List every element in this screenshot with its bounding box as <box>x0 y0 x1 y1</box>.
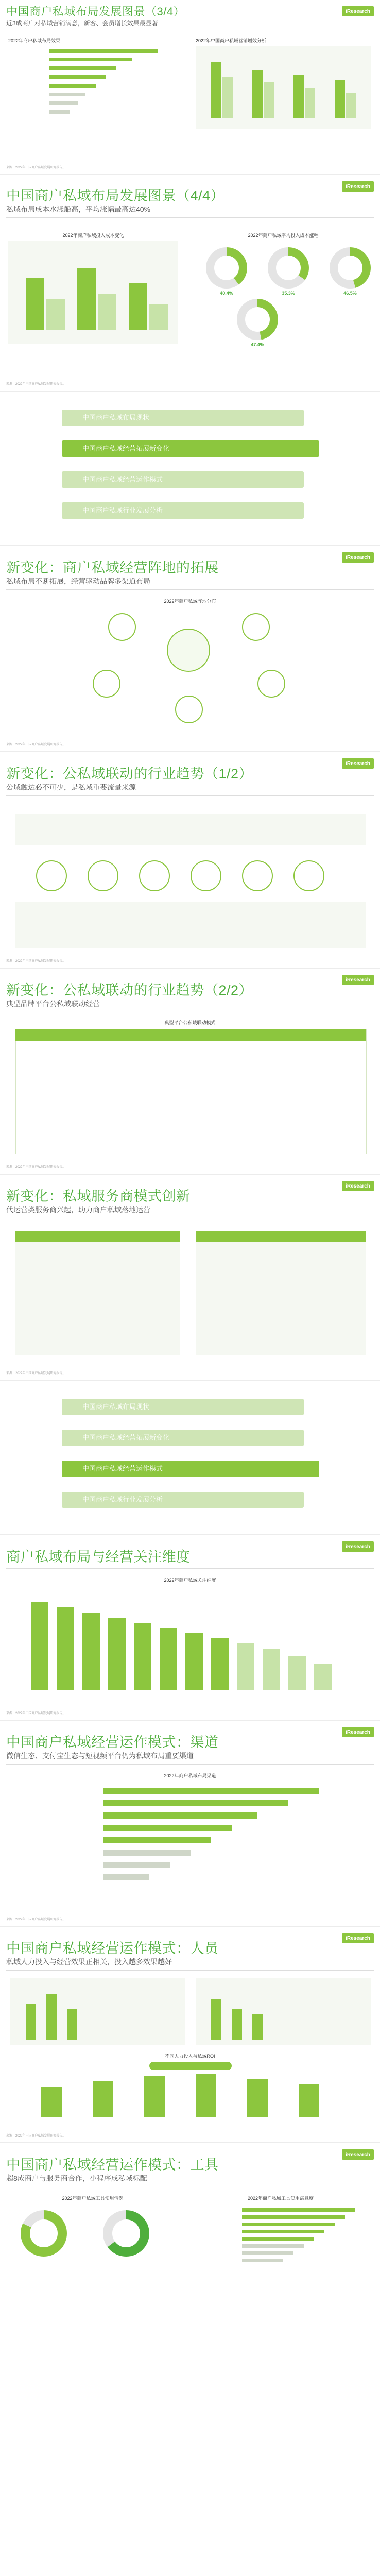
toc-item[interactable] <box>62 1461 319 1477</box>
brand-logo: iResearch <box>342 1727 374 1737</box>
flow-panel <box>15 814 366 845</box>
top-left-panel <box>10 1978 185 2045</box>
bar <box>49 75 106 79</box>
toc-item-label: 中国商户私域经营运作模式 <box>82 1465 163 1472</box>
bar <box>247 2079 268 2117</box>
bar <box>103 1788 319 1794</box>
chart-caption-left: 2022年商户私域工具使用情况 <box>62 2196 124 2201</box>
slide-private-domain-expansion <box>0 546 380 752</box>
slide-subtitle: 典型品牌平台公私域联动经营 <box>6 999 100 1008</box>
bar <box>242 2230 324 2233</box>
bar <box>31 1602 48 1690</box>
donut-chart <box>268 247 309 289</box>
channel-icon <box>88 860 118 891</box>
footnote: 来源：2022年中国商户私域发展研究报告。 <box>6 1712 66 1715</box>
divider <box>6 217 374 218</box>
bar <box>149 304 168 330</box>
node <box>175 696 203 723</box>
channel-icon <box>139 860 170 891</box>
slide-title: 中国商户私域经营运作模式：工具 <box>6 2157 219 2173</box>
bar <box>49 49 158 53</box>
slide-subtitle: 私域布局成本水涨船高，平均涨幅最高达40% <box>6 205 151 213</box>
toc-item[interactable] <box>62 440 319 457</box>
divider <box>6 1970 374 1971</box>
bar <box>46 299 65 330</box>
panel-header <box>196 1231 366 1242</box>
chart-caption: 典型平台公私域联动模式 <box>164 1020 216 1025</box>
node <box>93 670 120 698</box>
donut-chart <box>330 247 371 289</box>
bar <box>211 62 221 118</box>
bar <box>108 1618 126 1690</box>
toc-item[interactable] <box>62 1430 304 1446</box>
slide-table-of-contents <box>0 392 380 546</box>
toc-item[interactable] <box>62 1399 304 1415</box>
toc-item-label: 中国商户私域经营运作模式 <box>82 476 163 483</box>
toc-item-label: 中国商户私域行业发展分析 <box>82 506 163 514</box>
bar <box>103 1862 170 1868</box>
chart-caption-right: 2022年商户私域平均投入成本涨幅 <box>248 233 319 238</box>
bar <box>160 1628 177 1690</box>
bar <box>346 93 356 118</box>
bar <box>299 2084 319 2117</box>
slide-title: 新变化：私域服务商模式创新 <box>6 1189 191 1204</box>
bar <box>288 1656 306 1690</box>
chart-caption: 2022年商户私域阵地分布 <box>164 599 216 604</box>
stat-value: 46.5% <box>343 291 357 296</box>
toc-item-label: 中国商户私域布局现状 <box>82 414 150 421</box>
stat-value: 35.3% <box>282 291 295 296</box>
bar <box>264 82 274 118</box>
bar <box>49 66 116 70</box>
bar <box>57 1607 74 1690</box>
slide-title: 中国商户私域经营运作模式：渠道 <box>6 1735 219 1750</box>
slide-title: 商户私域布局与经营关注维度 <box>6 1549 191 1565</box>
toc-item[interactable] <box>62 502 304 519</box>
toc-item-label: 中国商户私域经营拓展新变化 <box>82 1434 170 1442</box>
chart-caption-right: 2022年中国商户私域营销增效分析 <box>196 38 267 43</box>
bar <box>49 110 70 114</box>
footnote: 来源：2022年中国商户私域发展研究报告。 <box>6 1918 66 1921</box>
brand-logo: iResearch <box>342 2149 374 2160</box>
banner <box>149 2062 232 2070</box>
chart-caption-left: 2022年商户私域投入成本变化 <box>62 233 124 238</box>
node <box>108 613 136 641</box>
panel-header <box>15 1231 180 1242</box>
donut-chart <box>21 2210 67 2257</box>
bar <box>144 2076 165 2117</box>
bar <box>103 1850 191 1856</box>
bar <box>67 2009 77 2040</box>
bar <box>77 268 96 330</box>
divider <box>6 1568 374 1569</box>
slide-subtitle: 代运营类服务商兴起，助力商户私域落地运营 <box>6 1206 150 1214</box>
bar <box>211 1638 229 1690</box>
slide-subtitle: 私域人力投入与经营效果正相关，投入越多效果越好 <box>6 1958 172 1966</box>
slide-service-provider-innovation <box>0 1175 380 1381</box>
chart-caption: 不同人力投入与私域ROI <box>165 2054 215 2059</box>
left-panel <box>15 1231 180 1355</box>
bar <box>93 2081 113 2117</box>
bar <box>49 101 78 105</box>
bar <box>242 2237 314 2241</box>
slide-title: 新变化：商户私域经营阵地的拓展 <box>6 560 219 575</box>
bar <box>103 1837 211 1843</box>
bar <box>49 58 132 61</box>
slide-private-domain-landscape-3 <box>0 0 380 175</box>
brand-logo: iResearch <box>342 181 374 192</box>
bar <box>129 283 147 330</box>
channel-icon <box>191 860 221 891</box>
top-right-panel <box>196 1978 371 2045</box>
slide-title: 新变化：公私域联动的行业趋势（1/2） <box>6 766 253 782</box>
channel-icon <box>36 860 67 891</box>
divider <box>6 795 374 796</box>
bar <box>242 2208 355 2212</box>
slide-title: 中国商户私域布局发展图景（4/4） <box>6 188 225 204</box>
stat-value: 40.4% <box>220 291 233 296</box>
bar <box>232 2009 242 2040</box>
footnote: 来源：2022年中国商户私域发展研究报告。 <box>6 1166 66 1169</box>
toc-item-label: 中国商户私域经营拓展新变化 <box>82 445 170 452</box>
right-panel <box>196 1231 366 1355</box>
donut-chart <box>103 2210 149 2257</box>
bar <box>222 77 233 118</box>
chart-caption-left: 2022年商户私域布局效果 <box>8 38 61 43</box>
bar <box>211 1999 221 2040</box>
bar <box>26 278 44 330</box>
bar <box>103 1825 232 1831</box>
brand-logo: iResearch <box>342 1933 374 1943</box>
slide-title: 新变化：公私域联动的行业趋势（2/2） <box>6 982 253 998</box>
bar <box>242 2244 304 2248</box>
slide-channels <box>0 1721 380 1927</box>
bar <box>49 84 96 88</box>
info-panel <box>15 902 366 948</box>
brand-logo: iResearch <box>342 1541 374 1552</box>
footnote: 来源：2022年中国商户私域发展研究报告。 <box>6 166 66 170</box>
chart-caption: 2022年商户私域布局渠道 <box>164 1773 216 1778</box>
bar <box>134 1623 151 1690</box>
footnote: 来源：2022年中国商户私域发展研究报告。 <box>6 2134 66 2138</box>
toc-item[interactable] <box>62 410 304 426</box>
bar <box>185 1633 203 1690</box>
slide-public-private-trend-2 <box>0 969 380 1175</box>
footnote: 来源：2022年中国商户私域发展研究报告。 <box>6 743 66 747</box>
brand-logo: iResearch <box>342 1181 374 1191</box>
bar <box>314 1664 332 1690</box>
slide-subtitle: 微信生态、支付宝生态与短视频平台仍为私域布局重要渠道 <box>6 1752 194 1760</box>
slide-title: 中国商户私域经营运作模式：人员 <box>6 1941 219 1956</box>
bar <box>252 2014 263 2040</box>
bar <box>82 1613 100 1690</box>
slide-public-private-trend-1 <box>0 752 380 969</box>
bar <box>98 294 116 330</box>
channel-icon <box>293 860 324 891</box>
bar <box>242 2251 293 2255</box>
bar <box>49 93 85 96</box>
footnote: 来源：2022年中国商户私域发展研究报告。 <box>6 383 66 386</box>
slide-focus-dimensions <box>0 1535 380 1721</box>
bar <box>293 75 304 118</box>
channel-icon <box>242 860 273 891</box>
bar <box>41 2087 62 2117</box>
slide-title: 中国商户私域布局发展图景（3/4） <box>6 5 185 18</box>
bar <box>242 2259 283 2262</box>
bar <box>305 88 315 118</box>
footnote: 来源：2022年中国商户私域发展研究报告。 <box>6 960 66 963</box>
donut-chart <box>206 247 247 289</box>
footnote: 来源：2022年中国商户私域发展研究报告。 <box>6 1372 66 1375</box>
divider <box>6 589 374 590</box>
bar <box>263 1649 280 1690</box>
bar <box>103 1800 288 1806</box>
bar <box>46 1994 57 2040</box>
slide-tools <box>0 2143 380 2576</box>
bar <box>103 1812 257 1819</box>
bar <box>242 2215 345 2219</box>
slide-staffing <box>0 1927 380 2143</box>
divider <box>6 1764 374 1765</box>
slide-table-of-contents-2 <box>0 1381 380 1535</box>
chart-caption: 2022年商户私域关注维度 <box>164 1578 216 1583</box>
toc-item[interactable] <box>62 471 304 488</box>
bar <box>26 2004 36 2040</box>
toc-item[interactable] <box>62 1492 304 1508</box>
slide-private-domain-landscape-4 <box>0 175 380 392</box>
center-node <box>167 629 210 672</box>
brand-logo: iResearch <box>342 552 374 563</box>
bar <box>103 1874 149 1880</box>
donut-chart <box>237 299 278 340</box>
slide-subtitle: 私域布局不断拓展，经营驱动品牌多渠道布局 <box>6 577 150 585</box>
brand-logo: iResearch <box>342 6 374 16</box>
bar <box>196 2074 216 2117</box>
toc-item-label: 中国商户私域布局现状 <box>82 1403 150 1411</box>
bar <box>242 2223 335 2226</box>
stat-value: 47.4% <box>251 342 264 347</box>
toc-item-label: 中国商户私域行业发展分析 <box>82 1496 163 1503</box>
table-block <box>15 1029 367 1154</box>
slide-subtitle: 近3成商户对私域营销满意，新客、会员增长效果最显著 <box>6 20 158 27</box>
bar <box>335 80 345 118</box>
node <box>257 670 285 698</box>
table-header <box>15 1029 366 1041</box>
bar <box>237 1643 254 1690</box>
bar <box>252 70 263 118</box>
slide-subtitle: 公域触达必不可少，是私域重要流量来源 <box>6 783 136 791</box>
node <box>242 613 270 641</box>
slide-subtitle: 超8成商户与服务商合作，小程序成私域标配 <box>6 2174 147 2182</box>
brand-logo: iResearch <box>342 975 374 985</box>
brand-logo: iResearch <box>342 758 374 769</box>
chart-caption-right: 2022年商户私域工具使用满意度 <box>247 2196 314 2201</box>
